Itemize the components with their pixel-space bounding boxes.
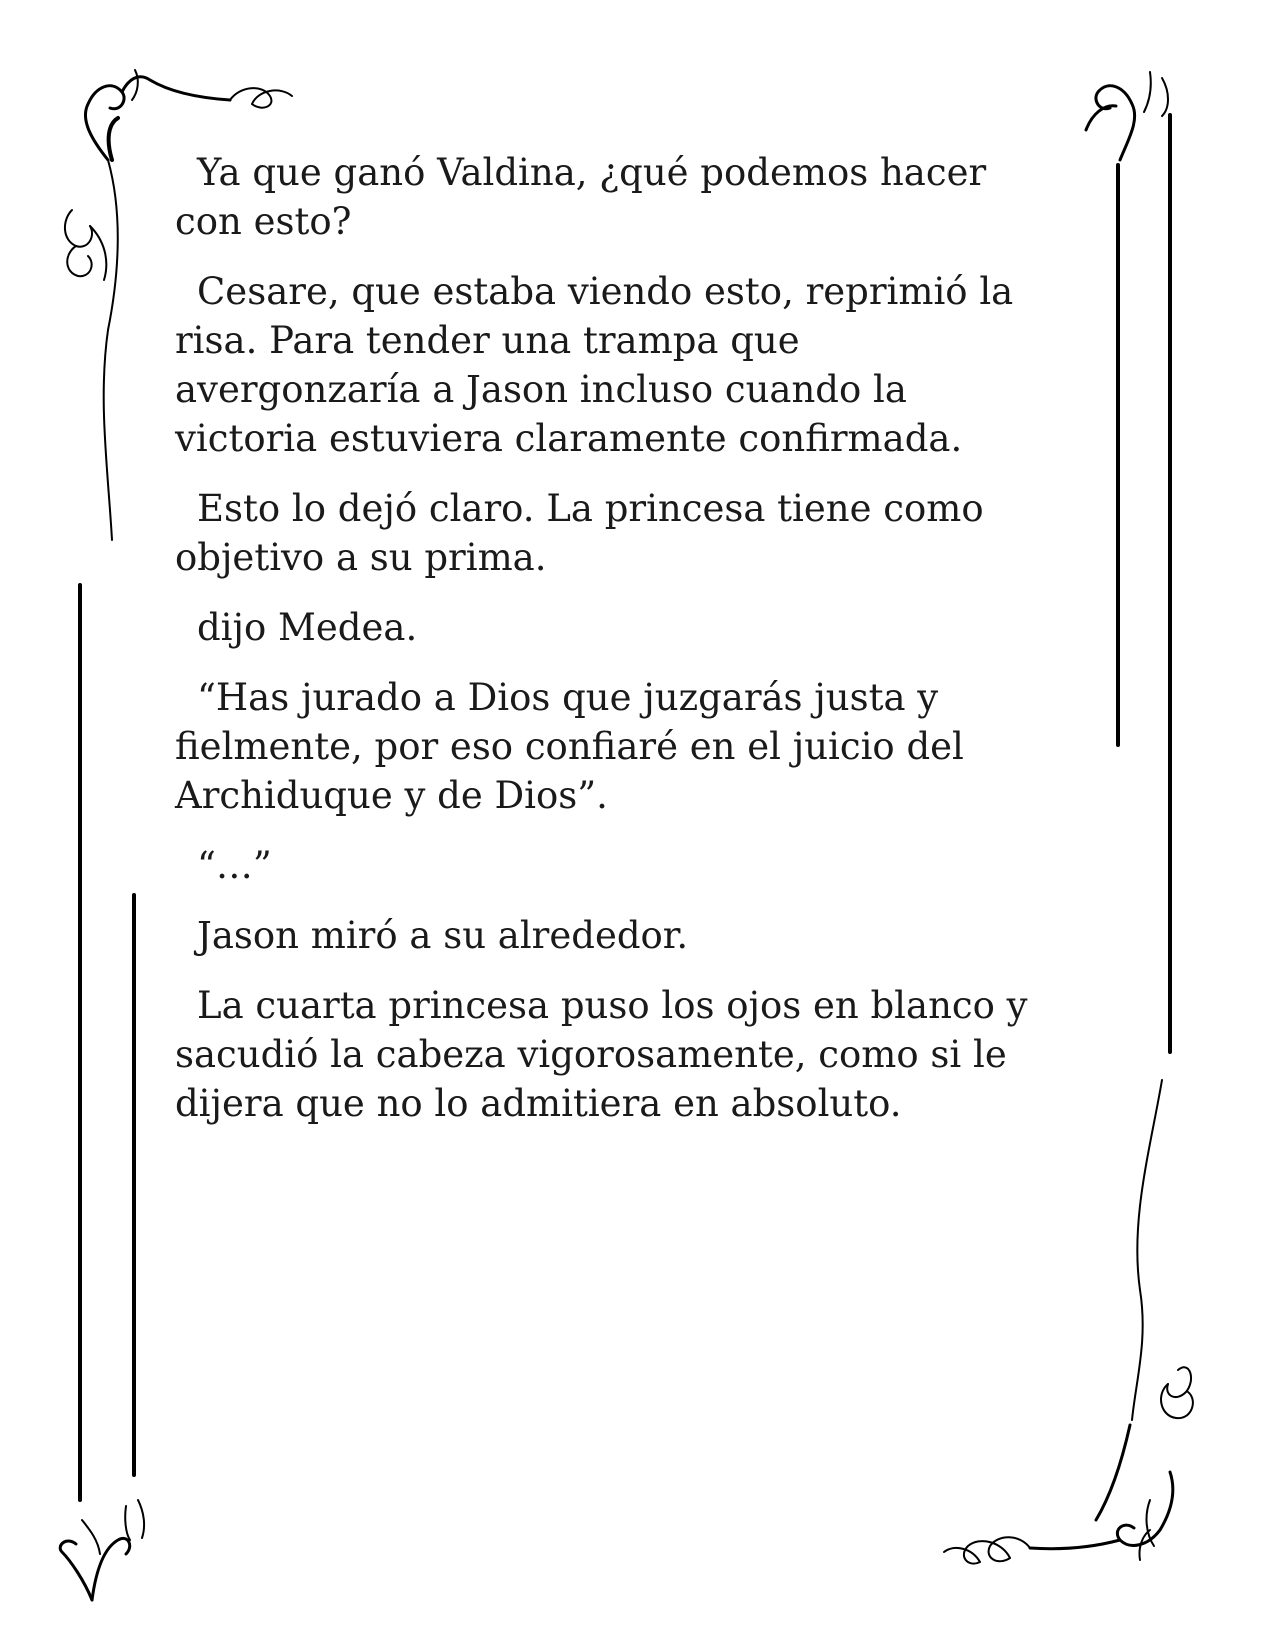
bottom-left-flourish-icon	[60, 1500, 144, 1600]
paragraph: dijo Medea.	[197, 606, 418, 649]
top-right-flourish-icon	[1086, 72, 1168, 160]
paragraph: La cuarta princesa puso los ojos en blanco y sacudió la cabeza vigorosamente, como si le dijera que no lo admitiera en absoluto.	[175, 984, 1028, 1125]
paragraph: “Has jurado a Dios que juzgarás justa y fielmente, por eso confiaré en el juicio del Archiduque y de Dios”.	[175, 676, 964, 817]
paragraph: Cesare, que estaba viendo esto, reprimió la risa. Para tender una trampa que avergonzaría a Jason incluso cuando la victoria estuviera claramente confirmada.	[175, 270, 1014, 460]
paragraph: Jason miró a su alrededor.	[197, 914, 689, 957]
bottom-right-flourish-icon	[944, 1080, 1193, 1564]
paragraph: “…”	[197, 844, 272, 887]
paragraph: Ya que ganó Valdina, ¿qué podemos hacer con esto?	[175, 151, 987, 243]
page-text	[175, 148, 1055, 1149]
paragraph: Esto lo dejó claro. La princesa tiene como objetivo a su prima.	[175, 487, 984, 579]
